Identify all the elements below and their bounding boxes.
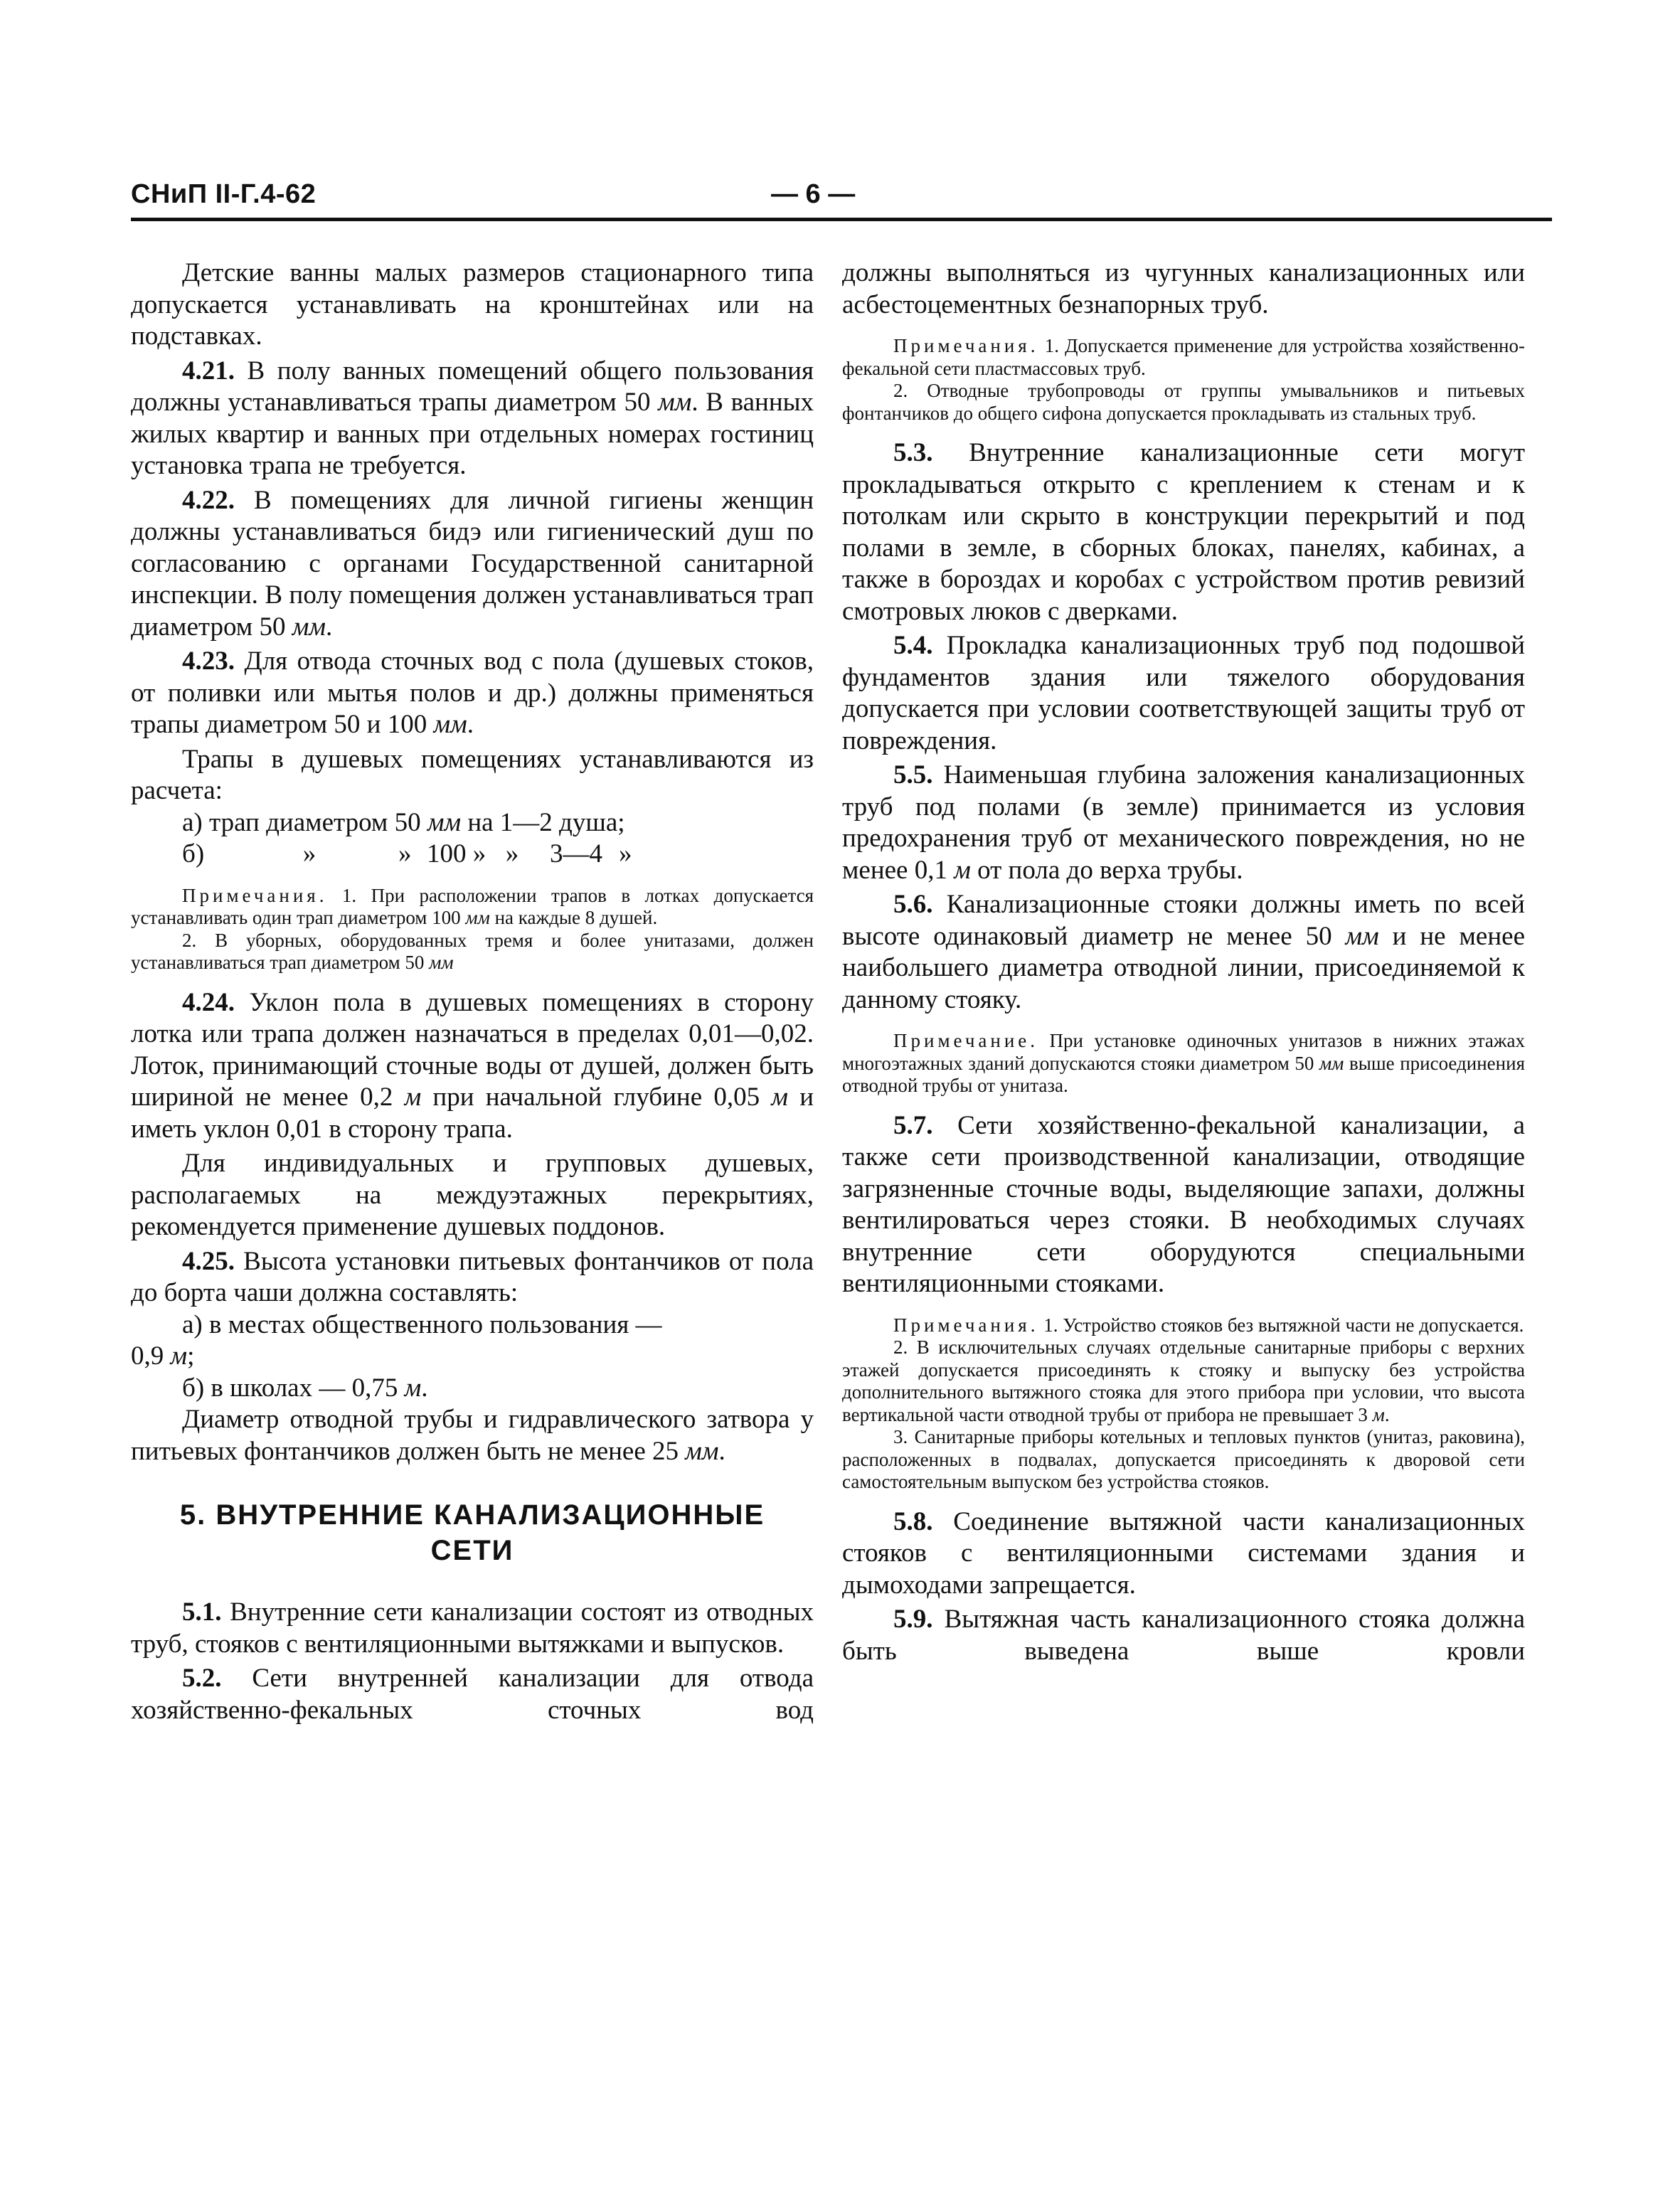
paragraph-5-8 bbox=[842, 1506, 1525, 1602]
paragraph-intro: Детские ванны малых размеров стационарного типа допускается устанавливать на кронштейнах или на подставках. bbox=[131, 258, 814, 351]
note-1 bbox=[131, 885, 814, 930]
clause-number: 4.21. bbox=[182, 356, 235, 386]
header-rule bbox=[131, 218, 1552, 221]
list-value: 3—4 bbox=[550, 839, 602, 868]
clause-number: 5.5. bbox=[893, 760, 933, 790]
list-text: а) трап диаметром 50 bbox=[182, 807, 427, 837]
paragraph-traps-intro: Трапы в душевых помещениях устанавливаются из расчета: bbox=[131, 744, 814, 805]
paragraph-4-24 bbox=[131, 987, 814, 1146]
paragraph-5-3 bbox=[842, 437, 1525, 627]
note-text: 1. Допускается применение для устройства хозяйственно-фекальной сети пластмассовых труб. bbox=[842, 335, 1525, 379]
clause-text: Вытяжная часть канализационного стояка должна быть выведена выше кровли bbox=[842, 1605, 1525, 1666]
list-value: 100 » bbox=[427, 839, 487, 868]
list-marker: б) bbox=[182, 839, 205, 868]
paragraph-5-7 bbox=[842, 1110, 1525, 1300]
list-text: ; bbox=[187, 1341, 195, 1371]
clause-number: 5.7. bbox=[893, 1110, 933, 1140]
unit: мм bbox=[685, 1436, 719, 1466]
clause-text: В помещениях для личной гигиены женщин должны устанавливаться бидэ или гигиенический душ по согласованию с органами Государственной санитарной инспекции. В полу помещения должен устанавливаться трап диаметром 50 bbox=[131, 485, 814, 642]
paragraph-5-5 bbox=[842, 760, 1525, 886]
paragraph-4-25 bbox=[131, 1246, 814, 1309]
unit: м bbox=[170, 1341, 188, 1371]
list-item-a-continuation bbox=[131, 1341, 814, 1373]
list-text: . bbox=[421, 1373, 428, 1403]
page-number: — 6 — bbox=[771, 179, 856, 209]
note-text: 1. Устройство стояков без вытяжной части не допускается. bbox=[1038, 1314, 1524, 1336]
list-text: б) в школах — 0,75 bbox=[182, 1373, 405, 1403]
clause-number: 5.6. bbox=[893, 890, 933, 919]
note-3: 3. Санитарные приборы котельных и тепловых пунктов (унитаз, раковина), расположенных в подвалах, допускается присоединять к дворовой сети самостоятельным выпуском без устройства стояков. bbox=[842, 1426, 1525, 1492]
section-title-line: 5. ВНУТРЕННИЕ КАНАЛИЗАЦИОННЫЕ bbox=[179, 1499, 765, 1531]
ditto-mark: » bbox=[505, 839, 519, 868]
list-item-traps-a bbox=[131, 807, 814, 839]
unit: мм bbox=[429, 952, 454, 973]
unit: мм bbox=[658, 388, 692, 417]
page-header bbox=[131, 179, 1553, 222]
clause-number: 4.22. bbox=[182, 485, 235, 515]
note-text: выше присоединения отводной трубы от унитаза. bbox=[842, 1052, 1525, 1096]
clause-text: и иметь уклон 0,01 в сторону трапа. bbox=[131, 1083, 814, 1144]
unit: мм bbox=[433, 710, 467, 739]
paragraph-5-9 bbox=[842, 1604, 1525, 1667]
clause-number: 5.2. bbox=[182, 1664, 222, 1693]
note-text: 2. В уборных, оборудованных тремя и более унитазами, должен устанавливаться трап диаметром 50 bbox=[131, 929, 814, 973]
note-2 bbox=[842, 1336, 1525, 1426]
unit: м bbox=[954, 855, 971, 885]
unit: м bbox=[771, 1083, 788, 1112]
clause-number: 4.25. bbox=[182, 1246, 235, 1276]
section-title-line: СЕТИ bbox=[430, 1535, 514, 1566]
clause-number: 4.23. bbox=[182, 647, 235, 676]
clause-text: Канализационные стояки должны иметь по всей высоте одинаковый диаметр не менее 50 bbox=[842, 890, 1525, 951]
section-5-title bbox=[131, 1497, 814, 1568]
clause-number: 5.8. bbox=[893, 1506, 933, 1536]
paragraph-pallets: Для индивидуальных и групповых душевых, располагаемых на междуэтажных перекрытиях, рекомендуется применение душевых поддонов. bbox=[131, 1149, 814, 1241]
clause-number: 5.4. bbox=[893, 631, 933, 660]
notes-block-3 bbox=[842, 1030, 1525, 1097]
list-item-traps-b bbox=[131, 839, 814, 871]
unit: мм bbox=[292, 612, 326, 642]
paragraph-4-23 bbox=[131, 646, 814, 741]
list-item-b bbox=[131, 1373, 814, 1405]
unit: м bbox=[404, 1373, 422, 1403]
paragraph-text: Диаметр отводной трубы и гидравлического затвора у питьевых фонтанчиков должен быть не менее 25 bbox=[131, 1405, 814, 1466]
note-text: 1. При расположении трапов в лотках допускается устанавливать один трап диаметром 100 bbox=[131, 884, 814, 928]
clause-text: Сети внутренней канализации для отвода хозяйственно-фекальных сточных вод bbox=[131, 1664, 814, 1725]
notes-block-4 bbox=[842, 1314, 1525, 1494]
notes-block-2 bbox=[842, 335, 1525, 425]
paragraph-5-4 bbox=[842, 630, 1525, 757]
clause-number: 4.24. bbox=[182, 987, 235, 1017]
note bbox=[842, 1030, 1525, 1097]
unit: мм bbox=[465, 907, 490, 928]
list-text: на 1—2 душа; bbox=[461, 807, 625, 837]
unit: мм bbox=[1319, 1052, 1344, 1074]
clause-number: 5.9. bbox=[893, 1605, 933, 1634]
note-1 bbox=[842, 335, 1525, 380]
note-text: При установке одиночных унитазов в нижних этажах многоэтажных зданий допускаются стояки диаметром 50 bbox=[842, 1030, 1525, 1074]
clause-number: 5.3. bbox=[893, 438, 933, 467]
clause-text: Наименьшая глубина заложения канализационных труб под полами (в земле) принимается из условия предохранения труб от механического повреждения, но не менее 0,1 bbox=[842, 760, 1525, 885]
note-label: Примечания. bbox=[182, 884, 328, 906]
unit: м bbox=[404, 1083, 422, 1112]
clause-text: при начальной глубине 0,05 bbox=[421, 1083, 772, 1112]
note-label: Примечания. bbox=[893, 335, 1039, 356]
clause-text: Уклон пола в душевых помещениях в сторону лотка или трапа должен назначаться в пределах 0,01—0,02. Лоток, принимающий сточные воды от душей, должен быть шириной не менее 0,2 bbox=[131, 987, 814, 1112]
note-2 bbox=[131, 930, 814, 974]
clause-text: Прокладка канализационных труб под подошвой фундаментов здания или тяжелого оборудования допускается при условии соответствующей защиты труб от повреждения. bbox=[842, 631, 1525, 755]
clause-text: и не менее наибольшего диаметра отводной линии, присоединяемой к данному стояку. bbox=[842, 921, 1525, 1014]
clause-text: . В ванных жилых квартир и ванных при отдельных номерах гостиниц установка трапа не требуется. bbox=[131, 388, 814, 480]
clause-text: от пола до верха трубы. bbox=[970, 855, 1243, 885]
clause-text: Внутренние сети канализации состоят из отводных труб, стояков с вентиляционными вытяжками и выпусков. bbox=[131, 1597, 814, 1659]
clause-number: 5.1. bbox=[182, 1597, 222, 1627]
note-1 bbox=[842, 1314, 1525, 1337]
notes-block-1 bbox=[131, 885, 814, 974]
clause-text: Соединение вытяжной части канализационных стояков с вентиляционными системами здания и дымоходами запрещается. bbox=[842, 1506, 1525, 1600]
right-column bbox=[842, 257, 1525, 1667]
paragraph-5-2 bbox=[131, 1663, 814, 1726]
unit: м bbox=[1372, 1403, 1385, 1425]
note-2: 2. Отводные трубопроводы от группы умывальников и питьевых фонтанчиков до общего сифона допускается прокладывать из стальных труб. bbox=[842, 380, 1525, 424]
note-text: . bbox=[1384, 1403, 1390, 1425]
ditto-mark: » bbox=[619, 839, 632, 868]
clause-text: Высота установки питьевых фонтанчиков от пола до борта чаши должна составлять: bbox=[131, 1246, 814, 1307]
paragraph-5-1 bbox=[131, 1597, 814, 1660]
clause-text: Для отвода сточных вод с пола (душевых стоков, от поливки или мытья полов и др.) должны применяться трапы диаметром 50 и 100 bbox=[131, 647, 814, 739]
unit: мм bbox=[1345, 921, 1379, 951]
paragraph-5-2-continuation: должны выполняться из чугунных канализационных или асбестоцементных безнапорных труб. bbox=[842, 258, 1525, 319]
clause-text: . bbox=[467, 710, 474, 739]
note-text: на каждые 8 душей. bbox=[489, 907, 658, 928]
note-label: Примечания. bbox=[893, 1314, 1039, 1336]
paragraph-diameter bbox=[131, 1404, 814, 1467]
list-text: 0,9 bbox=[131, 1341, 171, 1371]
clause-text: Сети хозяйственно-фекальной канализации, а также сети производственной канализации, отводящие загрязненные сточные воды, выделяющие запахи, должны вентилироваться через стояки. В необходимых случаях внутренние сети оборудуются специальными вентиляционными стояками. bbox=[842, 1110, 1525, 1298]
note-label: Примечание. bbox=[893, 1030, 1039, 1051]
list-item-a: а) в местах общественного пользования — bbox=[182, 1309, 662, 1339]
paragraph-4-22 bbox=[131, 485, 814, 644]
paragraph-5-6 bbox=[842, 889, 1525, 1016]
left-column bbox=[131, 257, 814, 1726]
unit: мм bbox=[427, 807, 462, 837]
clause-text: Внутренние канализационные сети могут прокладываться открыто с креплением к стенам и к потолкам или скрыто в конструкции перекрытий и под полами в земле, в сборных блоках, панелях, кабинах, а также в бороздах и коробах с устройством против ревизий смотровых люков с дверками. bbox=[842, 438, 1525, 626]
ditto-mark: » bbox=[302, 839, 317, 868]
paragraph-text: . bbox=[718, 1436, 725, 1466]
paragraph-4-21 bbox=[131, 356, 814, 482]
clause-text: . bbox=[325, 612, 333, 642]
document-code: СНиП II-Г.4-62 bbox=[131, 179, 317, 209]
ditto-mark: » bbox=[398, 839, 412, 868]
note-text: 2. В исключительных случаях отдельные санитарные приборы с верхних этажей допускается присоединять к стояку и выпуску без устройства дополнительного вытяжного стояка для этого прибора при условии, что высота вертикальной части отводной трубы от прибора не превышает 3 bbox=[842, 1336, 1525, 1425]
clause-text: В полу ванных помещений общего пользования должны устанавливаться трапы диаметром 50 bbox=[131, 356, 814, 417]
